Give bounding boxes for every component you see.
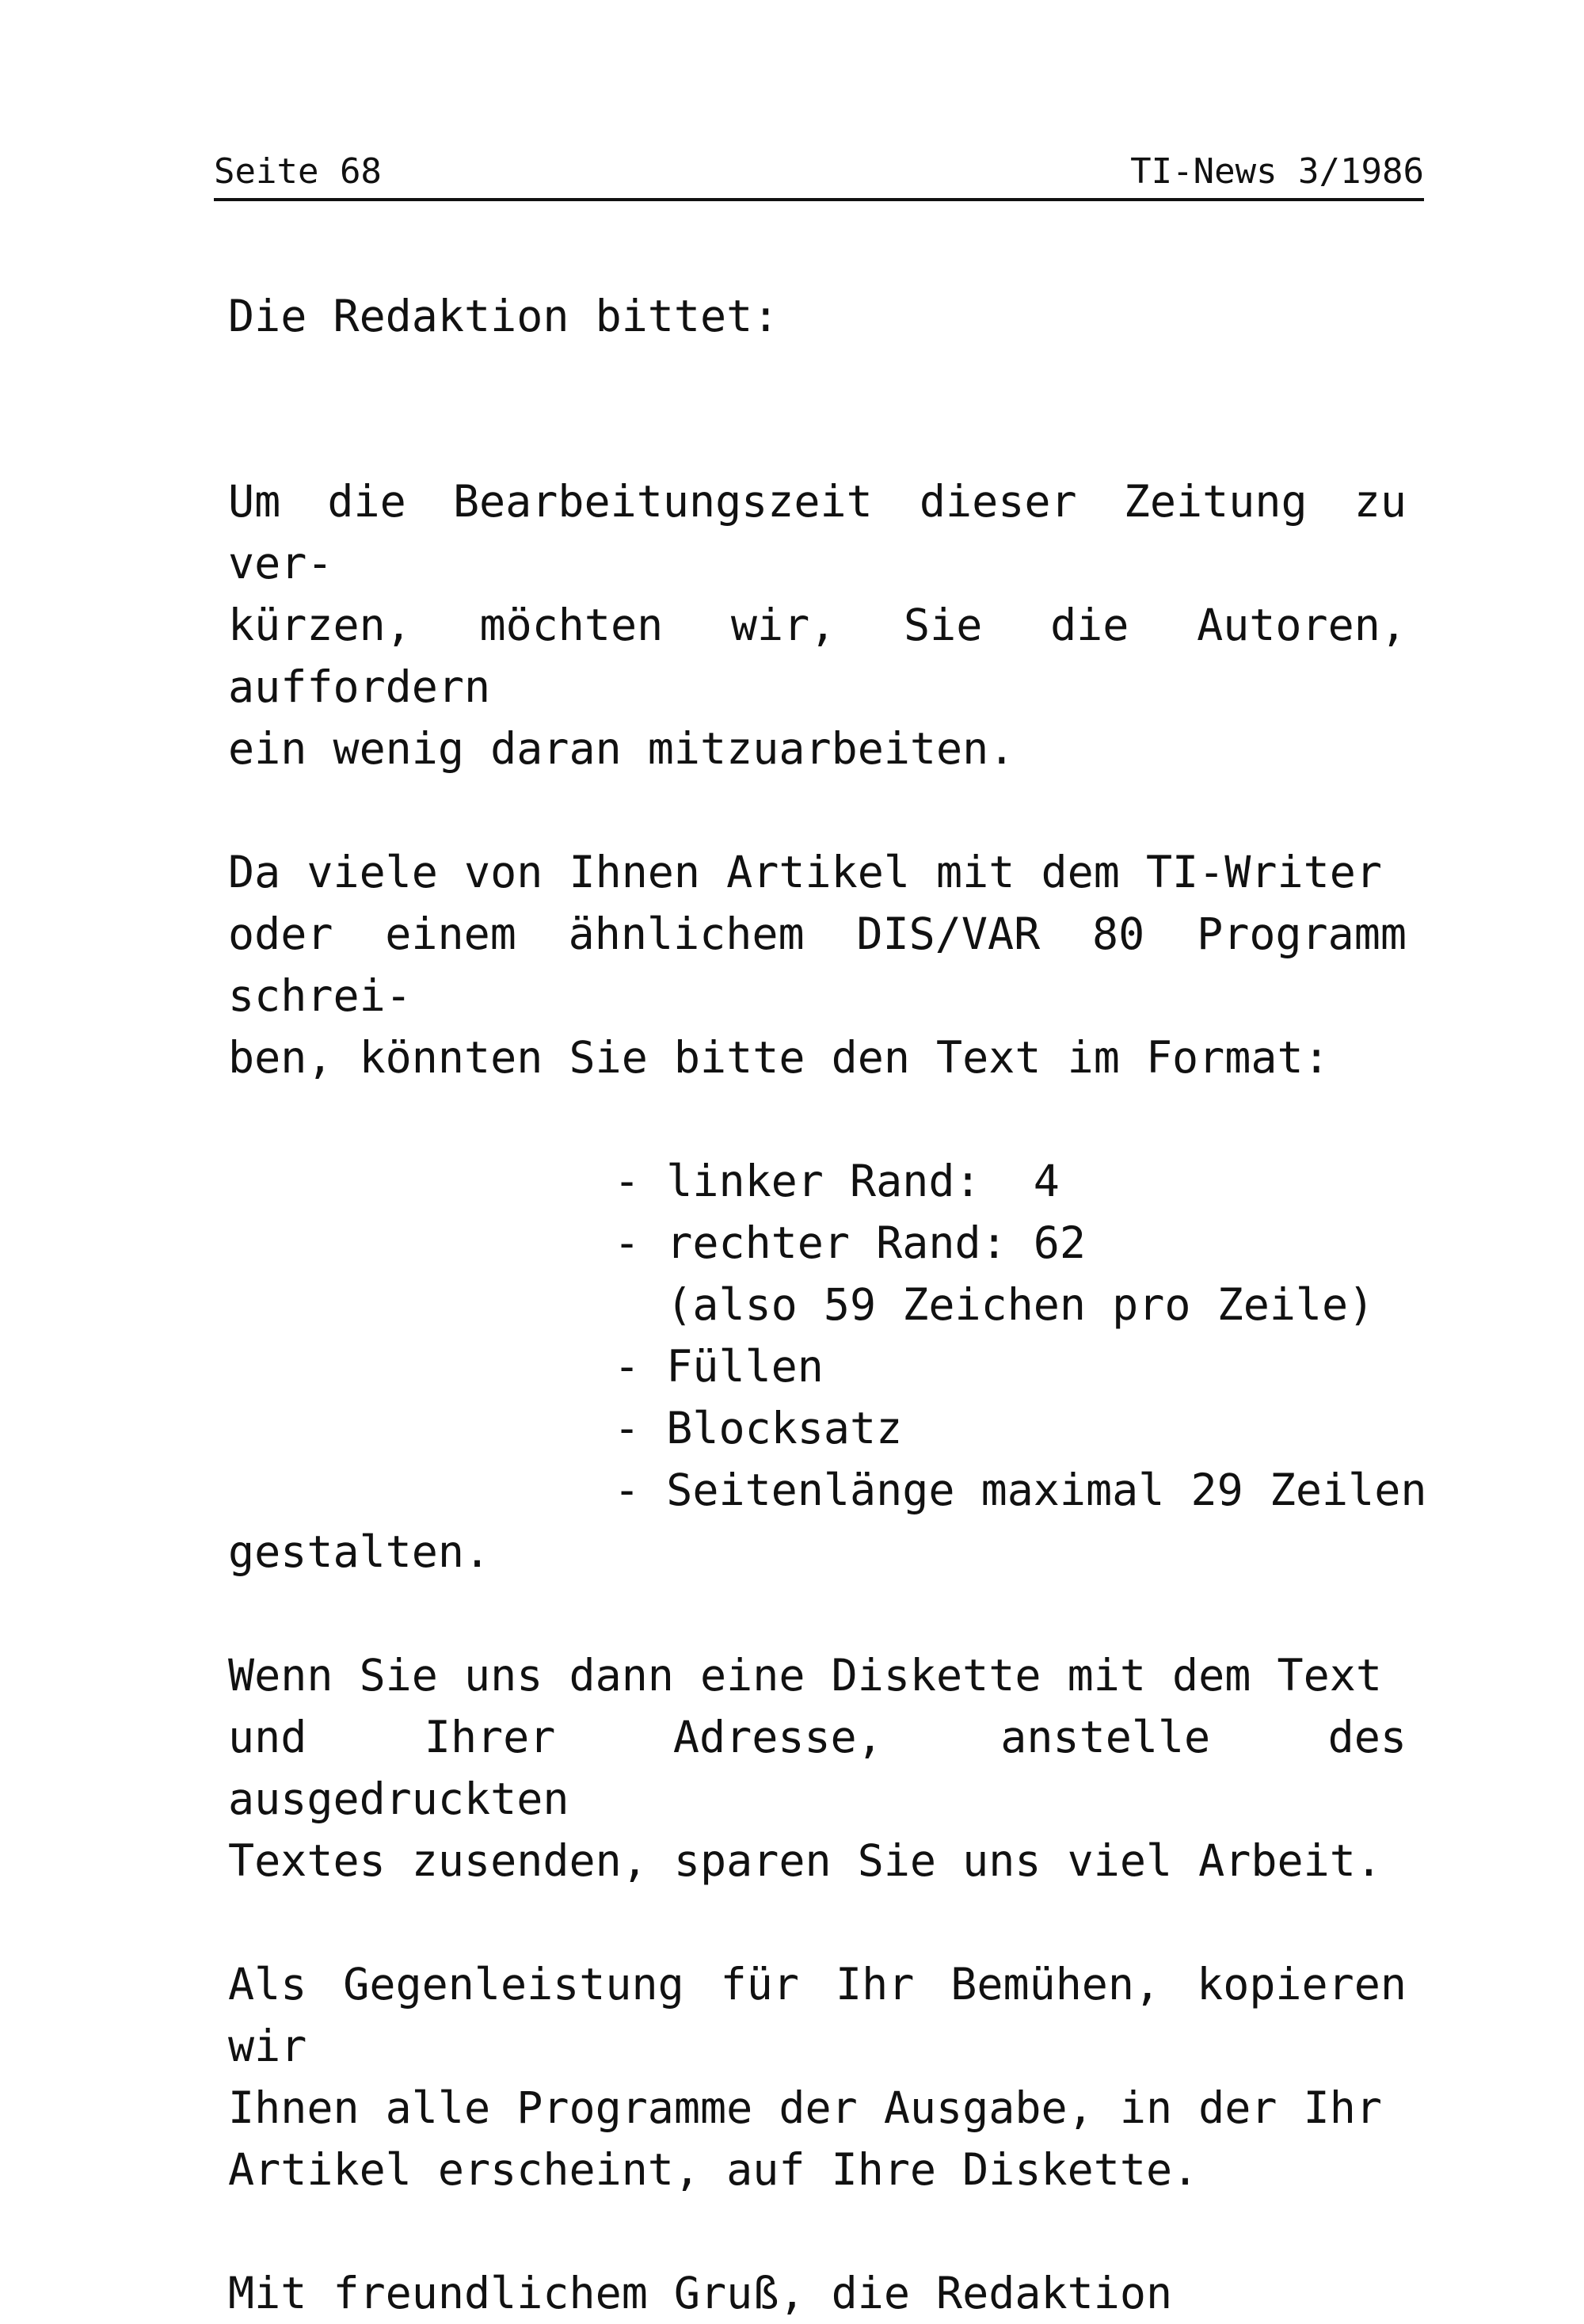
closing-word: gestalten. <box>228 1526 491 1577</box>
issue-label: TI-News 3/1986 <box>1130 151 1424 192</box>
format-item-chars-note: (also 59 Zeichen pro Zeile) <box>614 1279 1375 1330</box>
page-number: Seite 68 <box>214 151 382 192</box>
format-item-justify: - Blocksatz <box>614 1403 903 1453</box>
format-list <box>228 1150 1427 1521</box>
format-item-left-margin: - linker Rand: 4 <box>614 1156 1060 1206</box>
paragraph-diskette: Wenn Sie uns dann eine Diskette mit dem Text und Ihrer Adresse, anstelle des ausgedruckten Textes zusenden, sparen Sie uns viel Arbeit. <box>228 1650 1407 1886</box>
format-item-fill: - Füllen <box>614 1341 824 1392</box>
article-body <box>228 285 1427 2324</box>
paragraph-intro: Um die Bearbeitungszeit dieser Zeitung zu ver- kürzen, möchten wir, Sie die Autoren, auffordern ein wenig daran mitzuarbeiten. <box>228 476 1407 774</box>
signoff: Mit freundlichem Gruß, die Redaktion <box>228 2268 1173 2318</box>
page-header <box>214 143 1424 201</box>
paragraph-reward: Als Gegenleistung für Ihr Bemühen, kopieren wir Ihnen alle Programme der Ausgabe, in der Ihr Artikel erscheint, auf Ihre Diskette. <box>228 1959 1407 2195</box>
article-heading: Die Redaktion bittet: <box>228 291 779 341</box>
format-item-right-margin: - rechter Rand: 62 <box>614 1217 1087 1268</box>
format-item-page-length: - Seitenlänge maximal 29 Zeilen <box>614 1465 1427 1515</box>
paragraph-format-request: Da viele von Ihnen Artikel mit dem TI-Writer oder einem ähnlichem DIS/VAR 80 Programm schrei- ben, könnten Sie bitte den Text im Format: <box>228 847 1407 1083</box>
